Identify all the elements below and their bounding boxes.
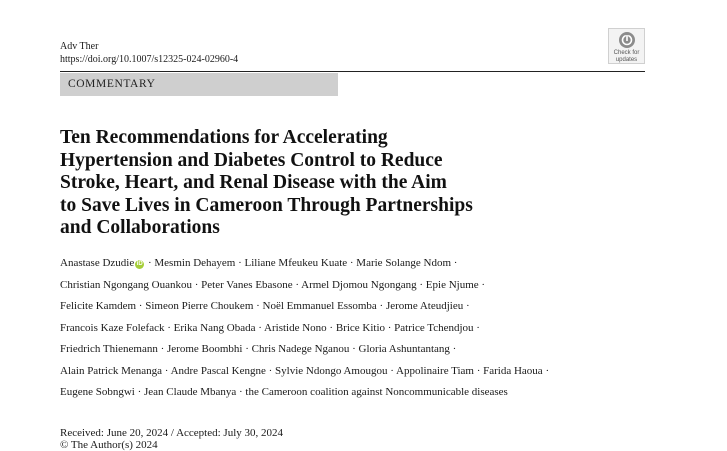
article-type-label: COMMENTARY: [60, 73, 338, 96]
author-line: Felicite Kamdem · Simeon Pierre Choukem · Noël Emmanuel Essomba · Jerome Ateudjieu ·: [60, 300, 470, 312]
author-names: · Mesmin Dehayem · Liliane Mfeukeu Kuate · Marie Solange Ndom ·: [147, 257, 458, 269]
author-line: Eugene Sobngwi · Jean Claude Mbanya · the Cameroon coalition against Noncommunicable diseases: [60, 386, 508, 398]
author-line: Christian Ngongang Ouankou · Peter Vanes Ebasone · Armel Djomou Ngongang · Epie Njume ·: [60, 278, 486, 291]
title-line: Ten Recommendations for Accelerating: [60, 127, 388, 148]
copyright-notice: © The Author(s) 2024: [60, 439, 158, 451]
author-line: Alain Patrick Menanga · Andre Pascal Kengne · Sylvie Ndongo Amougou · Appolinaire Tiam · Farida Haoua ·: [60, 364, 550, 377]
header-divider: [60, 71, 645, 72]
title-line: Stroke, Heart, and Renal Disease with the Aim: [60, 172, 447, 193]
doi-link[interactable]: https://doi.org/10.1007/s12325-024-02960-4: [60, 54, 239, 65]
badge-text-line1: Check for: [613, 50, 640, 56]
received-accepted-dates: Received: June 20, 2024 / Accepted: July 30, 2024: [60, 427, 284, 439]
title-line: Hypertension and Diabetes Control to Reduce: [60, 149, 443, 171]
author-line: [60, 257, 457, 269]
title-line: and Collaborations: [60, 217, 220, 238]
check-for-updates-badge[interactable]: [608, 28, 645, 64]
first-author[interactable]: Anastase Dzudie: [60, 257, 135, 269]
orcid-icon[interactable]: iD: [136, 261, 143, 267]
article-title: [60, 127, 620, 240]
update-icon: [618, 31, 636, 49]
author-line: Friedrich Thienemann · Jerome Boombhi · Chris Nadege Nganou · Gloria Ashuntantang ·: [60, 343, 457, 355]
journal-name: Adv Ther: [60, 41, 99, 52]
author-line: Francois Kaze Folefack · Erika Nang Obada · Aristide Nono · Brice Kitio · Patrice Tchendjou ·: [60, 321, 480, 334]
title-line: to Save Lives in Cameroon Through Partnerships: [60, 194, 473, 216]
badge-text-line2: updates: [615, 57, 638, 63]
